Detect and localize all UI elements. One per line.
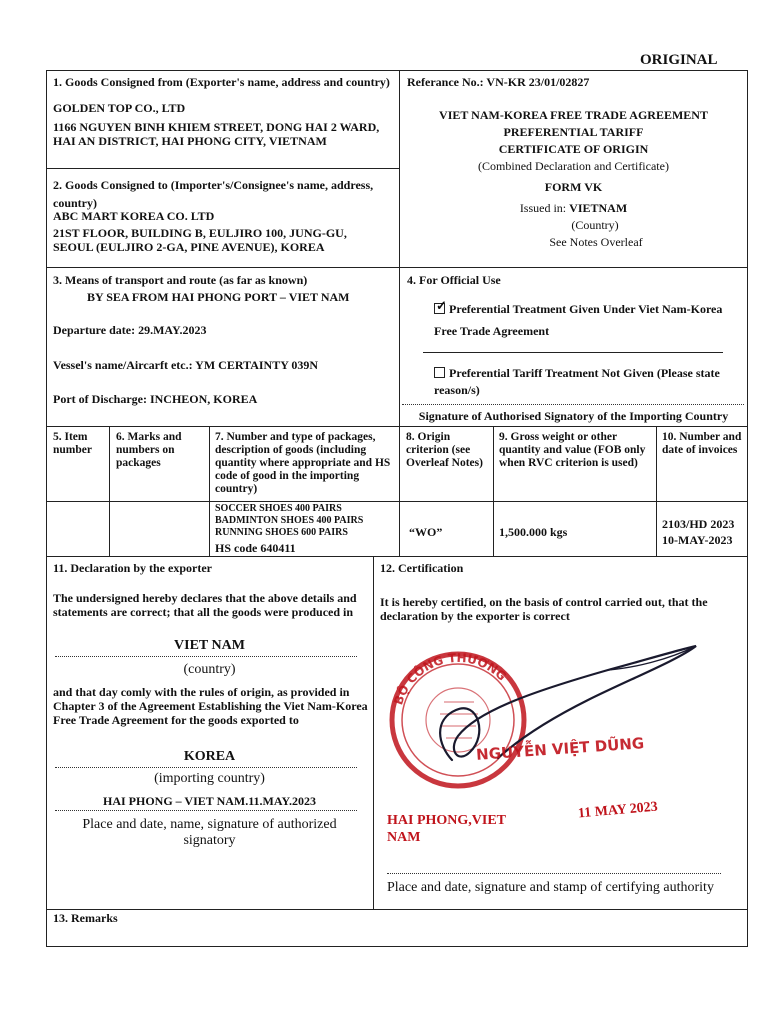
box12-label: 12. Certification bbox=[380, 561, 464, 575]
port-of-discharge: Port of Discharge: INCHEON, KOREA bbox=[53, 392, 258, 406]
origin-criterion: “WO” bbox=[409, 525, 443, 539]
remarks-label: 13. Remarks bbox=[53, 911, 118, 925]
col-divider-9 bbox=[656, 426, 657, 557]
divider-row3 bbox=[46, 426, 748, 427]
treatment-not-given bbox=[434, 365, 739, 399]
consignee-address: 21ST FLOOR, BUILDING B, EULJIRO 100, JUNG-GU, SEOUL (EULJIRO 2-GA, PINE AVENUE), KOREA bbox=[53, 226, 347, 254]
invoice-date: 10-MAY-2023 bbox=[662, 533, 733, 547]
frame-top bbox=[46, 70, 748, 71]
certifier-date: 11 MAY 2023 bbox=[577, 799, 659, 822]
box2-label: 2. Goods Consigned to (Importer's/Consignee's name, address, country) bbox=[53, 178, 374, 210]
col-invoices: 10. Number and date of invoices bbox=[662, 431, 742, 456]
notes-label: See Notes Overleaf bbox=[549, 235, 643, 249]
box1-label: 1. Goods Consigned from (Exporter's name, address and country) bbox=[53, 75, 390, 89]
stamp-text: BỘ CÔNG THƯƠNG bbox=[391, 650, 510, 707]
importing-country-label: (importing country) bbox=[154, 771, 265, 786]
importing-signature-label: Signature of Authorised Signatory of the Importing Country bbox=[418, 409, 729, 423]
produced-country-label: (country) bbox=[183, 662, 236, 677]
reference-number: Referance No.: VN-KR 23/01/02827 bbox=[407, 75, 590, 89]
frame-bottom bbox=[46, 946, 748, 947]
signature-dotted-line bbox=[402, 404, 744, 405]
box11-label: 11. Declaration by the exporter bbox=[53, 561, 212, 575]
issued-in bbox=[400, 201, 747, 215]
frame-right bbox=[747, 70, 748, 947]
col-divider-6 bbox=[209, 426, 210, 557]
importing-dotted-line bbox=[55, 767, 357, 768]
agreement-title: VIET NAM-KOREA FREE TRADE AGREEMENT bbox=[439, 108, 708, 122]
exporter-name: GOLDEN TOP CO., LTD bbox=[53, 101, 186, 115]
consignee-name: ABC MART KOREA CO. LTD bbox=[53, 209, 215, 223]
goods-line-1: SOCCER SHOES 400 PAIRS bbox=[215, 503, 342, 514]
treatment-not-given-text: Preferential Tariff Treatment Not Given (Please state reason/s) bbox=[434, 366, 720, 397]
divider-colheader bbox=[46, 501, 748, 502]
col-item-number: 5. Item number bbox=[53, 431, 92, 456]
issued-in-label: Issued in: bbox=[519, 201, 567, 215]
divider-row2 bbox=[46, 267, 748, 268]
divider-row4 bbox=[46, 556, 748, 557]
gross-weight: 1,500.000 kgs bbox=[499, 525, 568, 539]
exporter-place-label: Place and date, name, signature of authorized signatory bbox=[82, 817, 337, 848]
issued-in-value: VIETNAM bbox=[569, 201, 628, 215]
goods-line-2: BADMINTON SHOES 400 PAIRS bbox=[215, 515, 364, 526]
svg-text:BỘ CÔNG THƯƠNG bbox=[391, 651, 509, 707]
certification-text: It is hereby certified, on the basis of control carried out, that the declaration by the exporter is correct bbox=[380, 595, 708, 623]
divider-remarks bbox=[46, 909, 748, 910]
country-dotted-line bbox=[55, 656, 357, 657]
col-origin: 8. Origin criterion (see Overleaf Notes) bbox=[406, 431, 483, 469]
tariff-title: PREFERENTIAL TARIFF bbox=[503, 125, 644, 139]
box3-label: 3. Means of transport and route (as far as known) bbox=[53, 273, 308, 287]
vessel-name: Vessel's name/Aircarft etc.: YM CERTAINTY 039N bbox=[53, 358, 319, 372]
exporter-place-date: HAI PHONG – VIET NAM.11.MAY.2023 bbox=[102, 794, 317, 808]
combined-label: (Combined Declaration and Certificate) bbox=[478, 159, 669, 173]
declaration-text-1: The undersigned hereby declares that the above details and statements are correct; that all the goods were produced in bbox=[53, 591, 357, 619]
checkbox-not-given[interactable] bbox=[434, 367, 445, 378]
box4-label: 4. For Official Use bbox=[407, 273, 501, 287]
col-marks: 6. Marks and numbers on packages bbox=[116, 431, 182, 469]
checkbox-given[interactable]: ✓ bbox=[436, 298, 447, 313]
stamp-signature-area bbox=[378, 640, 714, 800]
treatment-given-text: Preferential Treatment Given Under Viet Nam-Korea Free Trade Agreement bbox=[434, 302, 723, 338]
col-divider-8 bbox=[493, 426, 494, 557]
route: BY SEA FROM HAI PHONG PORT – VIET NAM bbox=[87, 290, 350, 304]
treatment-given bbox=[434, 298, 734, 342]
country-label: (Country) bbox=[571, 218, 619, 232]
certifier-place: HAI PHONG,VIET NAM bbox=[387, 813, 506, 845]
invoice-number: 2103/HD 2023 bbox=[662, 517, 735, 531]
frame-left bbox=[46, 70, 47, 947]
certificate-title: CERTIFICATE OF ORIGIN bbox=[498, 142, 649, 156]
col-description: 7. Number and type of packages, description of goods (including quantity where appropriate and HS code of good in the importing country) bbox=[215, 431, 391, 495]
certifier-place-label: Place and date, signature and stamp of certifying authority bbox=[387, 880, 714, 895]
goods-line-3: RUNNING SHOES 600 PAIRS bbox=[215, 527, 348, 538]
importing-country: KOREA bbox=[183, 749, 236, 764]
col-divider-5 bbox=[109, 426, 110, 557]
hs-code: HS code 640411 bbox=[215, 541, 296, 555]
certifier-dotted-line bbox=[387, 873, 721, 874]
departure-date: Departure date: 29.MAY.2023 bbox=[53, 323, 207, 337]
divider-box1 bbox=[46, 168, 400, 169]
produced-country: VIET NAM bbox=[174, 638, 245, 653]
signer-name: NGUYỄN VIỆT DŨNG bbox=[475, 734, 645, 764]
original-label: ORIGINAL bbox=[640, 52, 718, 68]
form-label: FORM VK bbox=[544, 180, 603, 194]
exporter-address: 1166 NGUYEN BINH KHIEM STREET, DONG HAI 2 WARD, HAI AN DISTRICT, HAI PHONG CITY, VIETNAM bbox=[53, 120, 380, 148]
official-stamp bbox=[378, 640, 714, 800]
place-dotted-line bbox=[55, 810, 357, 811]
col-weight: 9. Gross weight or other quantity and value (FOB only when RVC criterion is used) bbox=[499, 431, 646, 469]
declaration-text-2: and that day comly with the rules of origin, as provided in Chapter 3 of the Agreement Establishing the Viet Nam-Korea Free Trade Agreement for the goods exported to bbox=[53, 685, 368, 727]
box4-divider bbox=[423, 352, 723, 353]
divider-box11 bbox=[373, 556, 374, 910]
